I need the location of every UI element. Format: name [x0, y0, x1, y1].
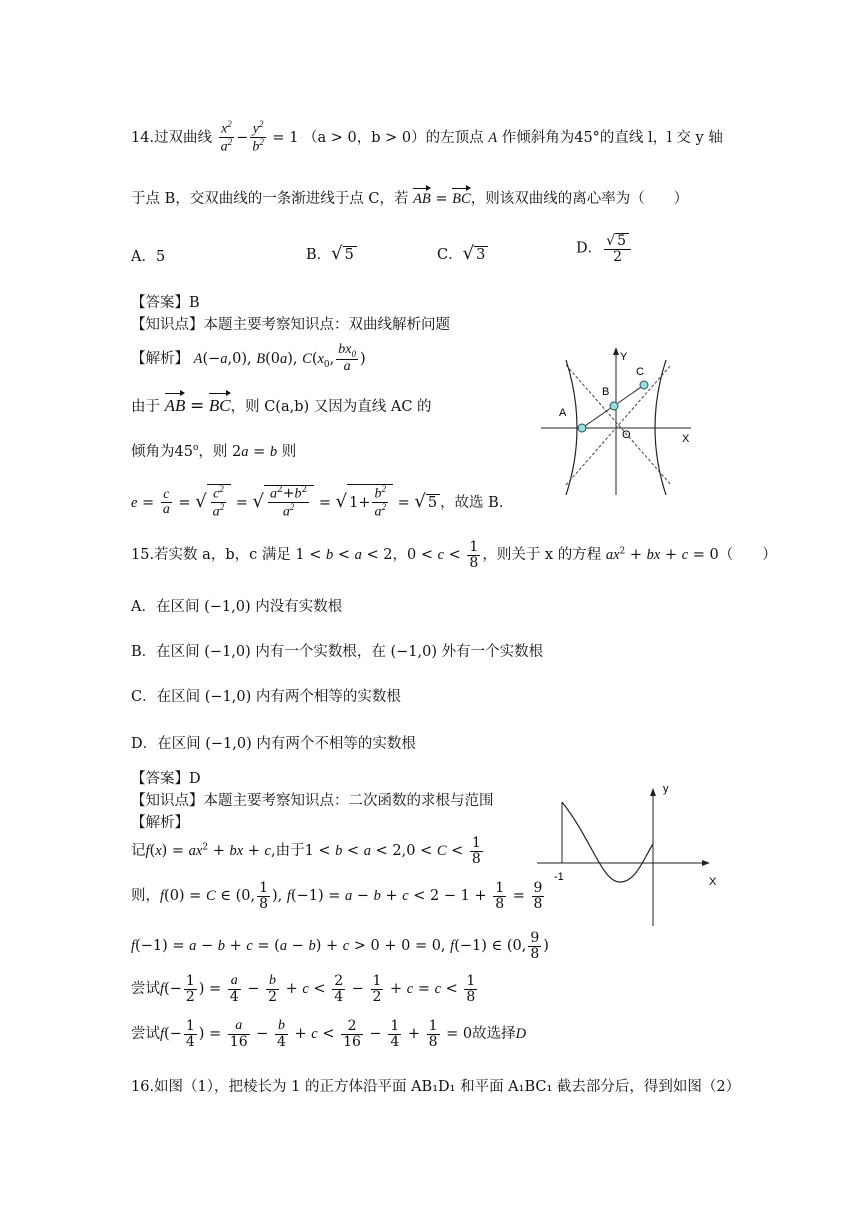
q15-analysis-line4: 尝试f(− $\frac{1}{2}$ ) = $\frac{a}{4}$ − $\frac{b}{2}$ + c < $\frac{2}{4}$ − $\frac{1}{2}$ + c = c < $\frac{1}{8}$ [131, 973, 476, 1005]
q15-answer: 【答案】D [131, 771, 201, 787]
x-label: X [709, 876, 717, 888]
q14-analysis-line2: 由于 AB = BC，则 C(a,b) 又因为直线 AC 的 [131, 393, 432, 416]
vector-bc: BC [452, 188, 471, 208]
x-axis-arrow [702, 860, 710, 866]
y-axis-arrow [650, 788, 656, 796]
q15-knowledge: 【知识点】本题主要考察知识点：二次函数的求根与范围 [131, 793, 494, 809]
y-axis-arrow [613, 347, 619, 355]
y-label: Y [620, 351, 628, 363]
parabola-figure [532, 780, 732, 928]
fraction-x2-a2: $\frac{x^2}{a^2}$ [220, 119, 233, 155]
hyperbola-figure [536, 345, 716, 500]
fraction-y2-b2: $\frac{y^2}{b^2}$ [252, 119, 264, 155]
point-a [578, 424, 586, 432]
q14-knowledge: 【知识点】本题主要考察知识点：双曲线解析问题 [131, 317, 450, 333]
q14-stem-line1: 14.过双曲线 $\frac{x^2}{a^2}$ − $\frac{y^2}{b^2}$ = 1 （a > 0，b > 0）的左顶点 A 作倾斜角为45°的直线 l，l 交 y 轴 [131, 119, 723, 155]
q15-option-d[interactable]: D．在区间 (−1,0) 内有两个不相等的实数根 [131, 736, 416, 752]
q15-option-a[interactable]: A．在区间 (−1,0) 内没有实数根 [131, 599, 343, 615]
b-label: B [602, 386, 610, 398]
q14-option-c[interactable]: C．√ 3 [437, 243, 488, 264]
q16-stem: 16.如图（1），把棱长为 1 的正方体沿平面 AB₁D₁ 和平面 A₁BC₁ 截去部分后，得到如图（2） [131, 1079, 741, 1095]
a-label: A [559, 407, 567, 419]
q14-answer: 【答案】B [131, 295, 200, 311]
q14-stem-line2: 于点 B，交双曲线的一条渐进线于点 C，若 AB = BC，则该双曲线的离心率为（ ） [131, 187, 688, 208]
q15-analysis-line5: 尝试f(− $\frac{1}{4}$ ) = $\frac{a}{16}$ − $\frac{b}{4}$ + c < $\frac{2}{16}$ − $\frac{1}{4}$ + $\frac{1}{8}$ = 0故选择D [131, 1018, 527, 1050]
q15-option-c[interactable]: C．在区间 (−1,0) 内有两个相等的实数根 [131, 689, 401, 705]
c-label: C [636, 366, 644, 378]
q14-option-b[interactable]: B．√ 5 [306, 243, 357, 264]
q14-analysis-line4: e = $\frac{c}{a}$ = √ $\frac{c^2}{a^2}$ = √ $\frac{a^2+b^2}{a^2}$ = √ 1+ $\frac{b^2}{a^2}$ = √ 5 ，故选 B． [131, 484, 514, 520]
q14-number: 14.过双曲线 [131, 129, 213, 146]
vector-ab: AB [413, 188, 431, 208]
q15-option-b[interactable]: B．在区间 (−1,0) 内有一个实数根，在 (−1,0) 外有一个实数根 [131, 644, 544, 660]
x-label: X [682, 433, 690, 445]
q14-analysis-line1: 【解析】 A(−a,0), B(0a), $C(x_0$, $\frac{bx_0}{a}$ ) [131, 342, 366, 375]
neg1-label: -1 [554, 871, 564, 883]
q15-analysis-label: 【解析】 [131, 815, 189, 831]
q15-analysis-line3: f(−1) = a − b + c = (a − b) + c > 0 + 0 = 0, f(−1) ∈ (0, $\frac{9}{8}$ ) [131, 930, 549, 962]
q15-stem: 15.若实数 a，b，c 满足 1 < b < a < 2，0 < c < $\frac{1}{8}$ ，则关于 x 的方程 $ax^2$ + bx + c = 0（ ） [131, 539, 777, 571]
parabola-curve [562, 802, 653, 882]
q14-option-a[interactable]: A．5 [131, 249, 166, 265]
q14-option-d[interactable]: D． $\frac{√ 5}{2}$ [576, 233, 633, 264]
point-b [610, 402, 618, 410]
point-c [640, 381, 648, 389]
q14-line-desc: 作倾斜角为45°的直线 l，l 交 y 轴 [501, 129, 723, 146]
q14-analysis-line3: 倾角为45$^o$，则 2a = b 则 [131, 443, 297, 460]
o-label: O [622, 429, 631, 441]
y-label: y [663, 783, 669, 795]
q14-condition: （a > 0，b > 0）的左顶点 [303, 129, 484, 146]
q15-analysis-line2: 则，f(0) = C ∈ (0, $\frac{1}{8}$ ), f(−1) = a − b + c < 2 − 1 + $\frac{1}{8}$ = $\frac{9}{8}$ [131, 880, 543, 912]
q15-analysis-line1: 记$f(x) = ax^2$ + bx + c,由于1 < b < a < 2,0 < C < $\frac{1}{8}$ [131, 835, 481, 867]
